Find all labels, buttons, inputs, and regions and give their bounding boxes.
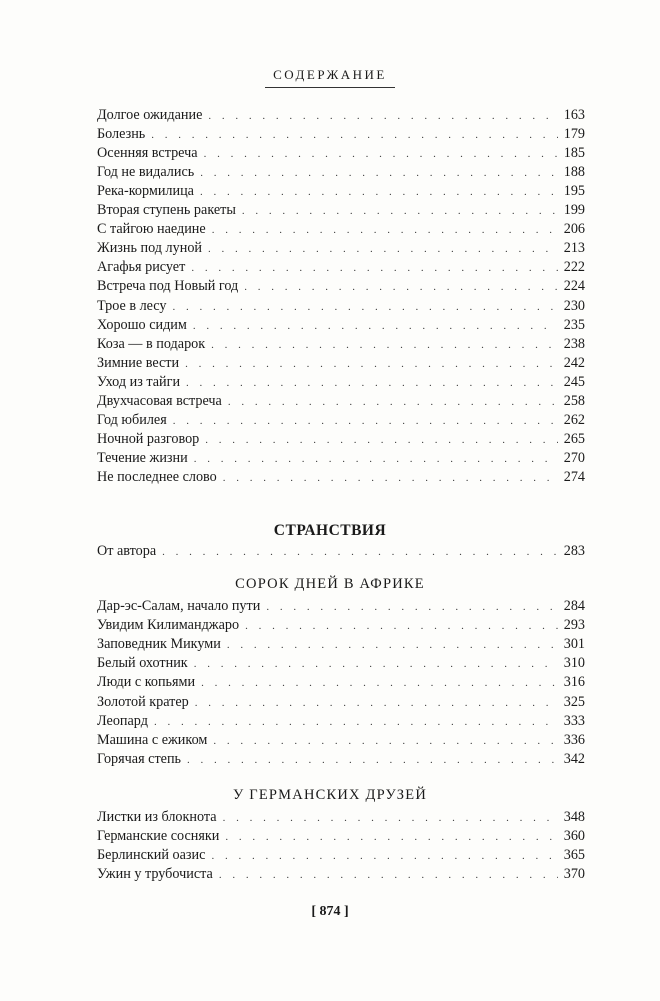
- toc-entry-page: 195: [563, 183, 585, 200]
- toc-entry-title: Не последнее слово: [97, 468, 217, 485]
- toc-entry-title: Хорошо сидим: [97, 316, 187, 333]
- toc-entry-page: 360: [563, 828, 585, 845]
- toc-entry-page: 316: [563, 674, 585, 691]
- leader-dots: [227, 636, 558, 655]
- section-title: СТРАНСТВИЯ: [273, 522, 387, 539]
- toc-entry-page: 310: [563, 655, 585, 672]
- toc-entry[interactable]: [97, 163, 585, 182]
- toc-entry-page: 206: [563, 221, 585, 238]
- toc-entry-page: 185: [563, 145, 585, 162]
- toc-entry[interactable]: [97, 182, 585, 201]
- toc-entry-page: 342: [563, 750, 585, 767]
- toc-entry[interactable]: [97, 335, 585, 354]
- leader-dots: [228, 393, 558, 412]
- toc-entry-title: Год не видались: [97, 164, 195, 181]
- toc-entry-page: 188: [563, 164, 585, 181]
- leader-dots: [173, 298, 558, 317]
- toc-entry-title: Болезнь: [97, 126, 146, 143]
- toc-entry[interactable]: [97, 106, 585, 125]
- toc-entry[interactable]: [97, 597, 585, 616]
- toc-entry-title: Вторая ступень ракеты: [97, 202, 236, 219]
- toc-entry[interactable]: [97, 693, 585, 712]
- toc-entry-title: Зимние вести: [97, 354, 180, 371]
- toc-entry[interactable]: [97, 144, 585, 163]
- toc-entry-page: 245: [563, 373, 585, 390]
- toc-entry[interactable]: [97, 277, 585, 296]
- toc-entry-title: Заповедник Микуми: [97, 636, 221, 653]
- toc-entry-page: 370: [563, 866, 585, 883]
- toc-entry[interactable]: [97, 316, 585, 335]
- toc-entry-page: 230: [563, 297, 585, 314]
- toc-entry-page: 365: [563, 847, 585, 864]
- leader-dots: [208, 107, 557, 126]
- leader-dots: [213, 732, 557, 751]
- toc-entry[interactable]: [97, 865, 585, 884]
- toc-entry[interactable]: [97, 449, 585, 468]
- toc-entry[interactable]: [97, 297, 585, 316]
- toc-entry-page: 265: [563, 430, 585, 447]
- toc-entry[interactable]: [97, 673, 585, 692]
- leader-dots: [223, 809, 558, 828]
- subsection-title-germany: У ГЕРМАНСКИХ ДРУЗЕЙ: [232, 787, 427, 803]
- toc-entry-title: Берлинский оазис: [97, 847, 206, 864]
- leader-dots: [200, 164, 558, 183]
- toc-entry-title: Река-кормилица: [97, 183, 194, 200]
- toc-entry-page: 293: [563, 617, 585, 634]
- toc-entry[interactable]: [97, 635, 585, 654]
- leader-dots: [212, 221, 558, 240]
- subsection-title-africa: СОРОК ДНЕЙ В АФРИКЕ: [235, 576, 425, 592]
- toc-entry[interactable]: [97, 411, 585, 430]
- toc-entry-title: Машина с ежиком: [97, 731, 208, 748]
- toc-entry-title: Люди с копьями: [97, 674, 196, 691]
- toc-entry-page: 336: [563, 731, 585, 748]
- toc-entry-page: 270: [563, 449, 585, 466]
- toc-entry-title: С тайгою наедине: [97, 221, 206, 238]
- leader-dots: [186, 374, 558, 393]
- leader-dots: [201, 674, 558, 693]
- toc-entry-page: 258: [563, 392, 585, 409]
- toc-entry-page: 262: [563, 411, 585, 428]
- toc-entry[interactable]: [97, 542, 585, 561]
- toc-entry-title: Двухчасовая встреча: [97, 392, 222, 409]
- leader-dots: [200, 183, 558, 202]
- toc-entry-title: Увидим Килиманджаро: [97, 617, 240, 634]
- toc-entry-title: Агафья рисует: [97, 259, 186, 276]
- toc-entry-page: 242: [563, 354, 585, 371]
- toc-entry[interactable]: [97, 220, 585, 239]
- toc-entry-title: Горячая степь: [97, 750, 182, 767]
- leader-dots: [245, 617, 558, 636]
- toc-entry-page: 325: [563, 693, 585, 710]
- toc-entry-page: 348: [563, 809, 585, 825]
- toc-entry-page: 238: [563, 335, 585, 352]
- leader-dots: [219, 866, 558, 885]
- toc-entry[interactable]: [97, 239, 585, 258]
- toc-entry-page: 274: [563, 468, 585, 485]
- leader-dots: [191, 259, 557, 278]
- toc-entry-title: Жизнь под луной: [97, 240, 203, 257]
- toc-entry[interactable]: [97, 827, 585, 846]
- toc-entry[interactable]: [97, 354, 585, 373]
- leader-dots: [151, 126, 557, 145]
- leader-dots: [173, 412, 558, 431]
- leader-dots: [242, 202, 558, 221]
- toc-entry-page: 235: [563, 316, 585, 333]
- toc-entry-page: 284: [563, 598, 585, 614]
- toc-entry[interactable]: [97, 373, 585, 392]
- toc-entry[interactable]: [97, 846, 585, 865]
- toc-entry-title: Уход из тайги: [97, 373, 181, 390]
- toc-entry[interactable]: [97, 125, 585, 144]
- toc-entry[interactable]: [97, 731, 585, 750]
- running-header: СОДЕРЖАНИЕ: [273, 67, 387, 82]
- leader-dots: [204, 145, 558, 164]
- toc-entry-page: 199: [563, 202, 585, 219]
- toc-entry-page: 333: [563, 712, 585, 729]
- leader-dots: [193, 317, 558, 336]
- toc-entry-page: 301: [563, 636, 585, 653]
- toc-entry-title: Ночной разговор: [97, 430, 200, 447]
- toc-entry-page: 283: [563, 543, 585, 559]
- toc-entry-page: 222: [563, 259, 585, 276]
- toc-entry[interactable]: [97, 750, 585, 769]
- toc-entry-page: 163: [563, 107, 585, 123]
- leader-dots: [211, 847, 557, 866]
- header-rule: [265, 87, 395, 88]
- toc-entry[interactable]: [97, 392, 585, 411]
- leader-dots: [244, 278, 557, 297]
- leader-dots: [194, 655, 558, 674]
- leader-dots: [205, 431, 557, 450]
- toc-entry-title: Дар-эс-Салам, начало пути: [97, 598, 261, 614]
- toc-entry[interactable]: [97, 430, 585, 449]
- toc-entry-title: Осенняя встреча: [97, 145, 198, 162]
- leader-dots: [195, 694, 558, 713]
- toc-entry-title: Долгое ожидание: [97, 107, 203, 123]
- toc-entry[interactable]: [97, 712, 585, 731]
- leader-dots: [208, 240, 558, 259]
- toc-entry-title: Леопард: [97, 712, 148, 729]
- leader-dots: [223, 469, 558, 488]
- toc-entry-title: Трое в лесу: [97, 297, 167, 314]
- toc-entry-title: Год юбилея: [97, 411, 167, 428]
- toc-entry[interactable]: [97, 808, 585, 827]
- toc-entry-title: Течение жизни: [97, 449, 188, 466]
- toc-entry[interactable]: [97, 654, 585, 673]
- toc-entry-page: 213: [563, 240, 585, 257]
- toc-entry[interactable]: [97, 258, 585, 277]
- leader-dots: [266, 598, 557, 617]
- toc-entry-title: Германские сосняки: [97, 828, 220, 845]
- toc-entry-title: От автора: [97, 543, 157, 559]
- leader-dots: [187, 751, 558, 770]
- leader-dots: [211, 336, 558, 355]
- toc-entry-title: Белый охотник: [97, 655, 188, 672]
- leader-dots: [225, 828, 557, 847]
- toc-entry-title: Встреча под Новый год: [97, 278, 239, 295]
- leader-dots: [154, 713, 558, 732]
- toc-entry[interactable]: [97, 468, 585, 487]
- toc-entry-title: Коза — в подарок: [97, 335, 206, 352]
- leader-dots: [185, 355, 558, 374]
- toc-entry-title: Листки из блокнота: [97, 809, 217, 825]
- leader-dots: [162, 543, 558, 562]
- toc-entry[interactable]: [97, 201, 585, 220]
- toc-entry-title: Золотой кратер: [97, 693, 189, 710]
- page-number: [ 874 ]: [311, 904, 349, 919]
- toc-entry[interactable]: [97, 616, 585, 635]
- toc-entry-title: Ужин у трубочиста: [97, 866, 213, 883]
- toc-entry-page: 224: [563, 278, 585, 295]
- leader-dots: [194, 450, 558, 469]
- toc-entry-page: 179: [563, 126, 585, 143]
